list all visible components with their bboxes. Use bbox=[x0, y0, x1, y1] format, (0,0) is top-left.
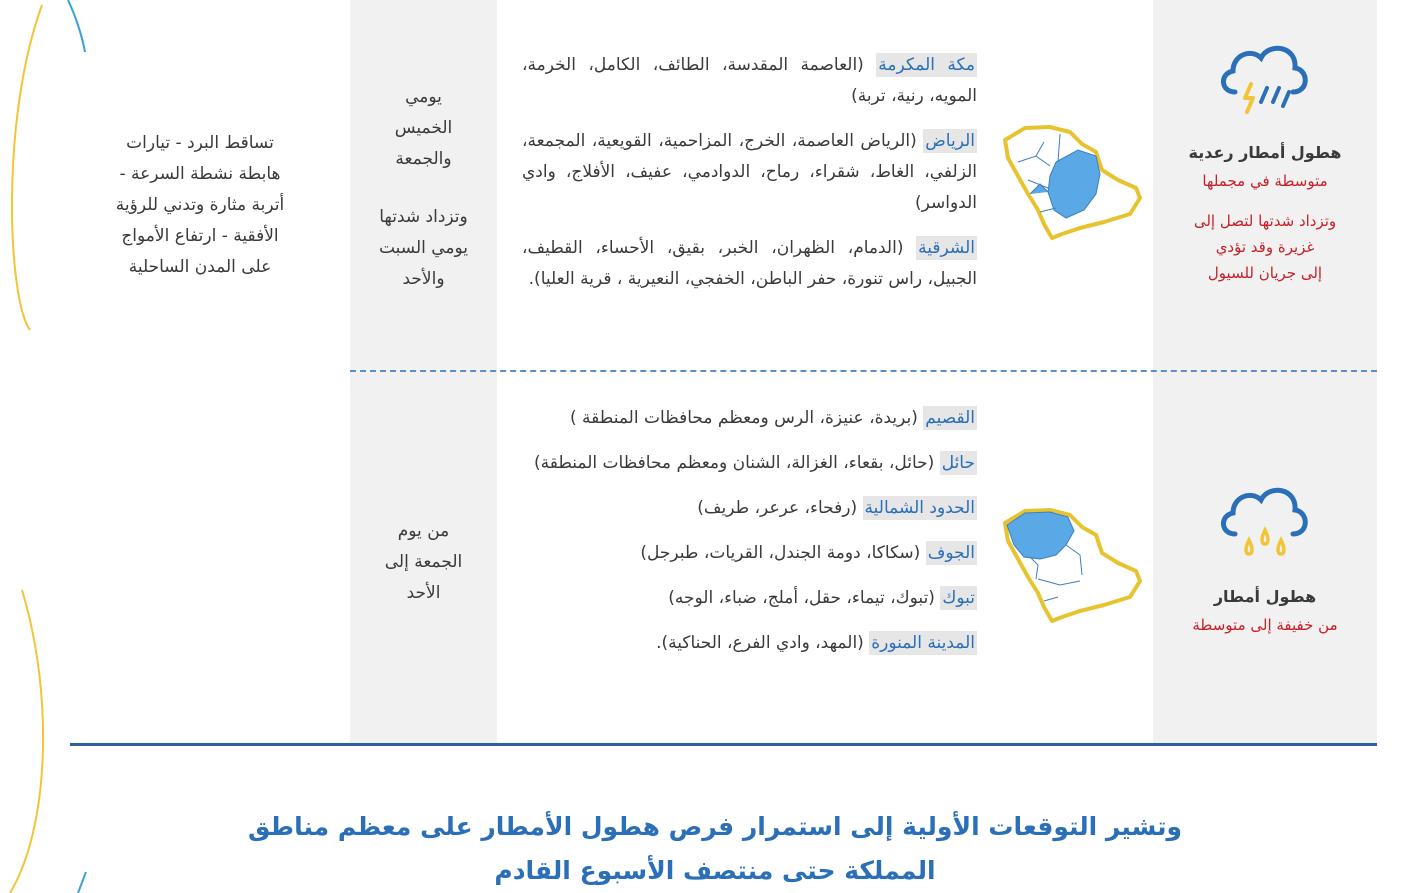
warning-intensity-thunder: متوسطة في مجملها bbox=[1202, 172, 1328, 190]
outlook-line: وتشير التوقعات الأولية إلى استمرار فرص هطول الأمطار على معظم مناطق bbox=[247, 812, 1183, 841]
region-name: الشرقية bbox=[918, 238, 975, 258]
thunder-rain-cloud-icon bbox=[1215, 40, 1311, 122]
region-item bbox=[522, 628, 977, 659]
region-item bbox=[522, 493, 977, 524]
warning-intensity-rain: من خفيفة إلى متوسطة bbox=[1192, 616, 1338, 634]
region-details: (تبوك، تيماء، حقل، أملج، ضباء، الوجه) bbox=[668, 588, 941, 608]
region-name: الحدود الشمالية bbox=[864, 498, 975, 518]
region-name: المدينة المنورة bbox=[871, 633, 975, 653]
warning-note-line: وتزداد شدتها لتصل إلى bbox=[1193, 212, 1337, 230]
timing-row1 bbox=[350, 82, 497, 295]
region-name: القصيم bbox=[925, 408, 975, 428]
warning-note-thunder bbox=[1153, 208, 1377, 286]
region-details: (المهد، وادي الفرع، الحناكية). bbox=[656, 633, 870, 653]
region-item bbox=[522, 583, 977, 614]
region-details: (حائل، بقعاء، الغزالة، الشنان ومعظم محافظات المنطقة) bbox=[533, 453, 940, 473]
timing-line: من يوم bbox=[397, 521, 450, 541]
warning-note-line: غزيرة وقد تؤدي bbox=[1215, 238, 1315, 256]
region-item bbox=[522, 403, 977, 434]
region-item bbox=[522, 448, 977, 479]
region-item bbox=[522, 126, 977, 219]
timing-line: يومي السبت bbox=[378, 238, 469, 258]
region-item bbox=[522, 233, 977, 295]
outlook-line: المملكة حتى منتصف الأسبوع القادم bbox=[494, 856, 936, 885]
region-details: (الدمام، الظهران، الخبر، بقيق، الأحساء، القطيف، الجبيل، راس تنورة، حفر الباطن، الخفجي، النعيرية ، قرية العليا). bbox=[522, 238, 977, 289]
region-item bbox=[522, 538, 977, 569]
timing-row2 bbox=[350, 516, 497, 609]
region-name: مكة المكرمة bbox=[878, 55, 975, 75]
effects-line: أتربة مثارة وتدني للرؤية bbox=[115, 195, 285, 215]
region-details: (بريدة، عنيزة، الرس ومعظم محافظات المنطقة ) bbox=[570, 408, 924, 428]
warning-title-rain: هطول أمطار bbox=[1213, 587, 1317, 606]
timing-line: والأحد bbox=[402, 269, 445, 289]
effects-line: تساقط البرد - تيارات bbox=[126, 133, 274, 153]
timing-line: يومي bbox=[405, 87, 442, 107]
region-item bbox=[522, 50, 977, 112]
timing-line: الأحد bbox=[406, 583, 441, 603]
timing-line: الجمعة إلى bbox=[384, 552, 463, 572]
region-details: (رفحاء، عرعر، طريف) bbox=[697, 498, 863, 518]
regions-list-row2 bbox=[522, 403, 977, 673]
timing-line: وتزداد شدتها bbox=[379, 207, 468, 227]
outlook-statement bbox=[140, 805, 1290, 893]
regions-list-row1 bbox=[522, 50, 977, 309]
region-details: (سكاكا، دومة الجندل، القريات، طبرجل) bbox=[640, 543, 926, 563]
warning-title-thunder: هطول أمطار رعدية bbox=[1188, 143, 1342, 162]
effects-line: هابطة نشطة السرعة - bbox=[119, 164, 281, 184]
effects-line: على المدن الساحلية bbox=[128, 257, 272, 277]
region-details: (الرياض العاصمة، الخرج، المزاحمية، القويعية، المجمعة، الزلفي، الغاط، شقراء، رماح، الدوادمي، عفيف، الأفلاج، وادي الدواسر) bbox=[522, 131, 977, 213]
saudi-map-central-eastern bbox=[1000, 122, 1145, 242]
warning-note-line: إلى جريان للسيول bbox=[1207, 264, 1323, 282]
region-details: (العاصمة المقدسة، الطائف، الكامل، الخرمة، المويه، رنية، تربة) bbox=[522, 55, 977, 106]
region-name: تبوك bbox=[942, 588, 975, 608]
rain-cloud-icon bbox=[1215, 482, 1311, 564]
effects-row1 bbox=[90, 128, 310, 283]
saudi-map-northern bbox=[1000, 505, 1145, 625]
region-name: الجوف bbox=[927, 543, 975, 563]
row-divider bbox=[350, 370, 1377, 372]
effects-line: الأفقية - ارتفاع الأمواج bbox=[121, 226, 279, 246]
table-bottom-border bbox=[70, 743, 1377, 746]
region-name: حائل bbox=[941, 453, 975, 473]
region-name: الرياض bbox=[925, 131, 975, 151]
timing-line: والجمعة bbox=[395, 149, 452, 169]
timing-line: الخميس bbox=[394, 118, 453, 138]
